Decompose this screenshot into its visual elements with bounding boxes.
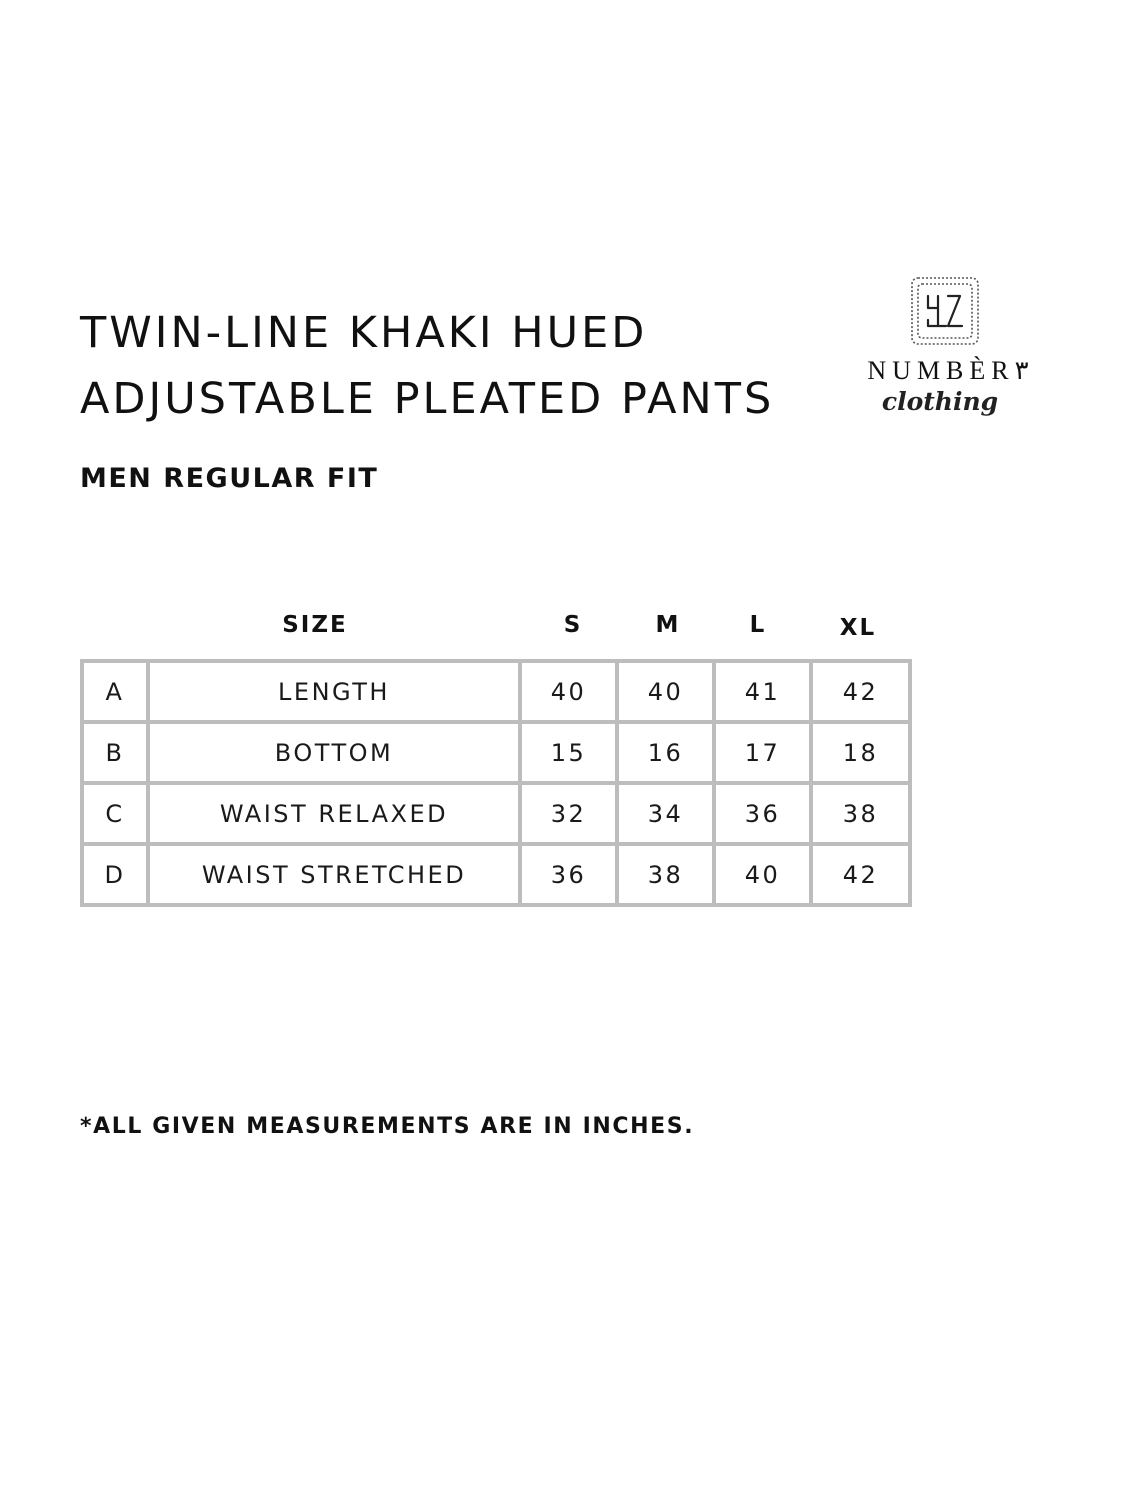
product-title <box>80 300 774 432</box>
measure-name-cell: WAIST RELAXED <box>148 783 520 844</box>
value-cell-xl: 42 <box>811 844 910 905</box>
fit-subtitle: MEN REGULAR FIT <box>80 463 379 494</box>
value-cell-m: 16 <box>617 722 714 783</box>
value-cell-s: 36 <box>520 844 617 905</box>
size-header-m: M <box>655 612 681 638</box>
size-header-label: SIZE <box>282 612 348 638</box>
logo-mark-icon <box>912 278 978 344</box>
value-cell-m: 34 <box>617 783 714 844</box>
logo-wordmark: NUMBÈR٣ <box>867 356 1029 385</box>
measure-name-cell: LENGTH <box>148 661 520 722</box>
value-cell-xl: 42 <box>811 661 910 722</box>
value-cell-s: 32 <box>520 783 617 844</box>
brand-logo <box>848 276 1048 422</box>
table-row <box>82 722 910 783</box>
value-cell-m: 38 <box>617 844 714 905</box>
value-cell-s: 15 <box>520 722 617 783</box>
product-title-line-1: TWIN-LINE KHAKI HUED <box>80 308 648 358</box>
product-title-line-2: ADJUSTABLE PLEATED PANTS <box>80 374 775 424</box>
measurement-footnote: *ALL GIVEN MEASUREMENTS ARE IN INCHES. <box>80 1114 695 1139</box>
table-row <box>82 661 910 722</box>
value-cell-m: 40 <box>617 661 714 722</box>
size-header-s: S <box>563 612 583 638</box>
value-cell-l: 17 <box>714 722 811 783</box>
value-cell-xl: 18 <box>811 722 910 783</box>
row-code-cell: C <box>82 783 148 844</box>
row-code-cell: A <box>82 661 148 722</box>
measure-name-cell: WAIST STRETCHED <box>148 844 520 905</box>
row-code-cell: D <box>82 844 148 905</box>
value-cell-l: 41 <box>714 661 811 722</box>
measure-name-cell: BOTTOM <box>148 722 520 783</box>
value-cell-xl: 38 <box>811 783 910 844</box>
logo-tagline: clothing <box>881 387 999 416</box>
value-cell-l: 36 <box>714 783 811 844</box>
table-row <box>82 844 910 905</box>
size-chart-table <box>80 659 912 907</box>
size-header-xl: XL <box>839 615 877 641</box>
row-code-cell: B <box>82 722 148 783</box>
value-cell-s: 40 <box>520 661 617 722</box>
value-cell-l: 40 <box>714 844 811 905</box>
size-header-l: L <box>749 612 767 638</box>
table-row <box>82 783 910 844</box>
